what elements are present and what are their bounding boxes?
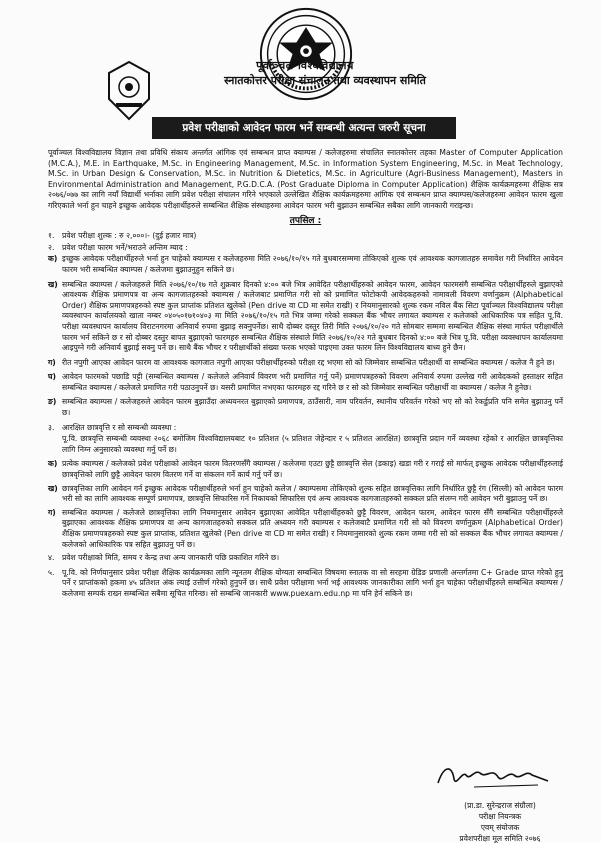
- item-label: क): [48, 254, 58, 264]
- emblem-icon: [104, 59, 154, 121]
- list-item: [48, 372, 563, 393]
- sub-item-text: प्रत्येक क्याम्पस / कलेजको प्रवेश परीक्षाको आवेदन फारम वितरणसँगै क्याम्पस / कलेजमा एउटा छुट्टै छात्रवृत्ति सेल (डकाइ) खडा गरी र गराई सो मार्फत् इच्छुक आवेदक परीक्षार्थीहरुलाई छात्रवृत्तिको लागि छुट्टै आवेदन फारम वितरण गर्ने वा संकलन गर्ने कार्य गर्नु पर्ने छ।: [62, 459, 563, 480]
- scholarship-row: [48, 423, 563, 434]
- scholarship-intro-text: पू.वि. छात्रवृत्ति सम्बन्धी व्यवस्था २०६८ बमोजिम विश्वविद्यालयबाट १० प्रतिशत (५ प्रतिशत जेहेन्दार र ५ प्रतिशत आरक्षित) छात्रवृत्ति प्रदान गर्ने व्यवस्था रहेको र आरक्षित छात्रवृत्तिका लागि निम्न अनुसारको व्यवस्था गर्नु पर्ने छ।: [62, 434, 563, 454]
- item-text: सम्बन्धित क्याम्पस / कलेजहरुले आवेदन फारम बुझाउँदा अध्ययनरत बुझाएको प्रमाणपत्र, ठाउँसारी, नाम परिवर्तन, स्थानीय परिवर्तन गरेको भए सो को रेकर्डुप्रति पनि समेत बुझाउनु पर्ने छ।: [62, 397, 563, 418]
- notice-title-bar: प्रवेश परीक्षाको आवेदन फारम भर्ने सम्बन्धी अत्यन्त जरुरी सूचना: [152, 117, 456, 139]
- form-row-number: २.: [48, 242, 55, 252]
- notice-body: [48, 148, 563, 604]
- final-point-text: पू.वि. को निर्णयानुसार प्रवेश परीक्षा शैक्षिक कार्यक्रमका लागि न्यूनतम शैक्षिक योग्यता सम्बन्धित विषयमा स्नातक वा सो सरहमा ग्रेडिङ प्रणाली अन्तर्गतमा C+ Grade प्राप्त गरेको हुनु पर्ने र प्राप्तांकको हकमा ४५ प्रतिशत अंक ल्याई उत्तीर्ण गरेको हुनुपर्ने छ। साथै प्रवेश परीक्षामा भर्ना भई आवश्यक जानकारीका लागि भर्ना हुन चाहेका परीक्षार्थीहरुले सम्बन्धित क्याम्पस / कलेजमा सम्पर्क राख्न सम्बन्धित सबैमा सूचित गरिन्छ। सो सम्बन्धि जानकारी www.puexam.edu.np मा पनि हेर्न सकिने छ।: [62, 567, 563, 598]
- sub-list-item: [48, 459, 563, 480]
- final-point: [48, 568, 563, 600]
- item-text: रीत नपुगी आएका आवेदन फारम वा आवश्यक कागजात नपुगी आएका परीक्षार्थीहरुको परीक्षा रद्द भएमा सो को जिम्मेवार सम्बन्धित परीक्षार्थी वा सम्बन्धित क्याम्पस / कलेज नै हुने छ।: [62, 357, 555, 367]
- details-heading: तपसिल :: [289, 215, 322, 226]
- form-deadline-row: [48, 243, 563, 254]
- signatory-committee: प्रवेशपरीक्षा मूल समिति २०७६: [459, 834, 541, 843]
- item-label: ङ): [48, 397, 57, 407]
- final-point: [48, 553, 563, 564]
- sub-item-label: ख): [48, 483, 58, 493]
- sub-item-label: क): [48, 459, 58, 469]
- sub-list-item: [48, 508, 563, 550]
- list-item: [48, 397, 563, 418]
- list-item: [48, 254, 563, 275]
- scholarship-row-text: आरक्षित छात्रवृत्ति र सो सम्बन्धी व्यवस्था :: [62, 422, 177, 432]
- item-text: इच्छुक आवेदक परीक्षार्थीहरुले भर्ना हुन चाहेको क्याम्पस र कलेजहरुमा मिति २०७६/१०/१५ गते बुधबारसम्ममा तोकिएको शुल्क एवं आवश्यक कागजातहरु समावेश गरी निर्धारित आवेदन फारम भरी सम्बन्धित क्याम्पस / कलेजमा बुझाउनुहुन सकिने छ।: [62, 254, 563, 274]
- fee-row-text: प्रवेश परीक्षा शुल्क : रु २,०००।- (दुई हजार मात्र): [62, 231, 197, 241]
- signatory-block: [420, 800, 580, 843]
- fee-row-number: १.: [48, 231, 55, 241]
- list-item: [48, 358, 563, 369]
- sub-list-item: [48, 484, 563, 505]
- signatory-role: एवम् संयोजक: [480, 823, 520, 832]
- signatory-title: परीक्षा नियन्त्रक: [478, 812, 522, 821]
- item-label: ग): [48, 357, 56, 367]
- item-text: आवेदन फारमको पछाडि पट्टी (सम्बन्धित क्याम्पस / कलेजले अनिवार्य विवरण भरी प्रमाणित गर्नु पर्ने) प्रमाणपत्रहरुको विवरण अनिवार्य रुपमा उल्लेख गरी आवेदकको हस्ताक्षर सहित सम्बन्धित क्याम्पस / कलेजले प्रमाणित गरी पठाउनुपर्ने छ। यसरी प्रमाणित नभएका फारमहरु रद्द गरिने छ र सो को जिम्मेवार सम्बन्धित परीक्षार्थी वा क्याम्पस / कलेज नै हुनेछ।: [62, 372, 563, 392]
- sub-item-text: छात्रवृत्तिका लागि आवेदन गर्न इच्छुक आवेदक परीक्षार्थीहरुले भर्ना हुन चाहेको कलेज / क्याम्पसमा तोकिएको शुल्क सहित छात्रवृत्तिका लागि निर्धारित छुट्टै रंग (सिल्ली) को आवेदन फारम भरी सो का लागि आवश्यक सम्पूर्ण प्रमाणपत्र, छात्रवृत्ति सिफारिस गर्ने निकायको सिफारिस एवं अन्य आवश्यक कागजातहरुको सक्कल प्रति संलग्न गरी आवेदन भरी बुझाउनु पर्ने छ।: [62, 483, 563, 504]
- item-label: घ): [48, 372, 56, 382]
- sub-item-text: सम्बन्धित क्याम्पस / कलेजले छात्रवृत्तिका लागि नियमानुसार आवेदन बुझाएका आवेदित परीक्षार्थीहरुको छुट्टै विवरण, आवेदन फारम, आवेदन फारम सँगै सम्बन्धित परीक्षार्थीहरुले बुझाएका आवश्यक शैक्षिक प्रमाणपत्र वा अन्य कागजातहरुको सक्कल प्रति अध्ययन गरी क्याम्पस र कलेजबाटै प्रमाणित गरी सो को विवरण वर्णानुक्रम (Alphabetical Order) शैक्षिक प्रमाणपत्रहरुको स्पष्ट कुल प्राप्तांक, प्रतिशत खुलेको (Pen drive वा CD मा समेत राखी) र नियमानुसारको शुल्क रकम जम्मा गरी सो को सक्कल बैंक भौचर लगायत क्याम्पस / कलेजको आधिकारिक पत्र सहित बुझाउनु पर्ने छ।: [62, 507, 563, 549]
- office-name: स्नातकोत्तर परीक्षा संचालन तथा व्यवस्थापन समिति: [224, 74, 426, 87]
- list-item: [48, 280, 563, 354]
- scholarship-intro: [48, 434, 563, 455]
- final-point-number: ४.: [48, 553, 55, 563]
- sub-item-label: ग): [48, 507, 56, 517]
- final-point-text: प्रवेश परीक्षाको मिति, समय र केन्द्र तथा अन्य जानकारी पछि प्रकाशित गरिने छ।: [62, 553, 280, 563]
- university-name: पूर्वाञ्चल विश्वविद्यालय: [256, 59, 354, 72]
- form-row-text: प्रवेश परीक्षा फारम भर्ने/भराउने अन्तिम म्याद :: [62, 242, 188, 252]
- intro-paragraph: पूर्वाञ्चल विश्वविद्यालय विज्ञान तथा प्रविधि संकाय अन्तर्गत आंगिक एवं सम्बन्धन प्राप्त क्याम्पस / कलेजहरुमा संचालित स्नातकोत्तर तहका Master of Computer Application (M.C.A.), M.E. in Earthquake, M.Sc. in Engineering Management, M.Sc. in Information System Engineering, M.Sc. in Meat Technology, M.Sc. in Urban Design & Conservation, M.Sc. in Nutrition & Dietetics, M.Sc. in Agriculture (Agri-Business Management), Masters in Environmental Administration and Management, P.G.D.C.A. (Post Graduate Diploma in Computer Application) शैक्षिक कार्यक्रमहरुमा शैक्षिक सत्र २०७६/०७७ का लागि नयाँ विद्यार्थी भर्नाका लागि प्रवेश परीक्षा संचालन गरिने भएकाले उल्लेखित शैक्षिक कार्यक्रमहरुमा आंगिक एवं सम्बन्धन प्राप्त क्याम्पस/कलेजहरुमा आवेदन फारम खुला गरिएकाले भर्ना हुन चाहने इच्छुक आवेदक परीक्षार्थीहरुले सम्बन्धित शैक्षिक संस्थाहरुमा आवेदन फारम भरी बुझाउन सम्बन्धित सबैका लागि जानकारी गराइन्छ।: [48, 148, 563, 210]
- scholarship-row-number: ३.: [48, 422, 55, 432]
- fee-row: [48, 231, 563, 242]
- item-label: ख): [48, 279, 58, 289]
- signature-icon: [434, 761, 554, 791]
- signatory-name: (प्रा.डा. सुरेन्द्रराज संग्रौला): [464, 801, 536, 810]
- final-point-number: ५.: [48, 567, 55, 577]
- item-text: सम्बन्धित क्याम्पस / कलेजहरुले मिति २०७६/१०/१७ गते शुक्रबार दिनको ४:०० बजे भित्र आवेदित परीक्षार्थीहरुको आवेदन फारम, आवेदन फारमसंगै सम्बन्धित परीक्षार्थीहरुले बुझाएको आवश्यक शैक्षिक प्रमाणपत्र वा अन्य कागजातहरुको क्याम्पस / कलेजबाट प्रमाणित गरी सो को प्रमाणित फोटोकपी आवेदकहरुको नामावली विवरण वर्णानुक्रम (Alphabetical Order) शैक्षिक प्रमाणपत्रहरुको स्पष्ट कुल प्राप्तांक प्रतिशत खुलेको (Pen drive वा CD मा समेत राखी) र नियमानुसारको शुल्क रकम नविल बैंक सिटा पूर्वाञ्चल विश्वविद्यालय परीक्षा व्यवस्थापन कार्यालयको खाता नम्बर ०४०५०१७१०४०३ मा मिति २०७६/१०/१५ गते भित्र जम्मा गरेको सक्कल बैंक भौचर लगायत क्याम्पस र कलेजको आधिकारिक पत्र सहित पू.वि. परीक्षा व्यवस्थापन कार्यालय विराटनगरमा अनिवार्य रुपमा बुझाइ सक्नुपर्नेछ। साथै दोब्बर दस्तुर तिरी मिति २०७६/१०/२० गते सोमबार सम्ममा सम्बन्धित शैक्षिक संस्था मार्फत परीक्षार्थीले फारम भर्न सकिने छ र सो दोब्बर दस्तुर बापत बुझाएको फारमहरु सम्बन्धित शैक्षिक संस्थाले मिति २०७६/१०/२२ गते बुधबार दिनको ४:०० बजे भित्र पू.वि. परीक्षा व्यवस्थापन कार्यालयमा आइपुग्ने गरी अनिवार्य बुझाई सक्नु पर्ने छ। साथै बैंक भौचर र परीक्षार्थीको संख्या फरक भएको पाइएमा उक्त फारम लिन विश्वविद्यालय बाध्य हुने छैन।: [62, 279, 563, 353]
